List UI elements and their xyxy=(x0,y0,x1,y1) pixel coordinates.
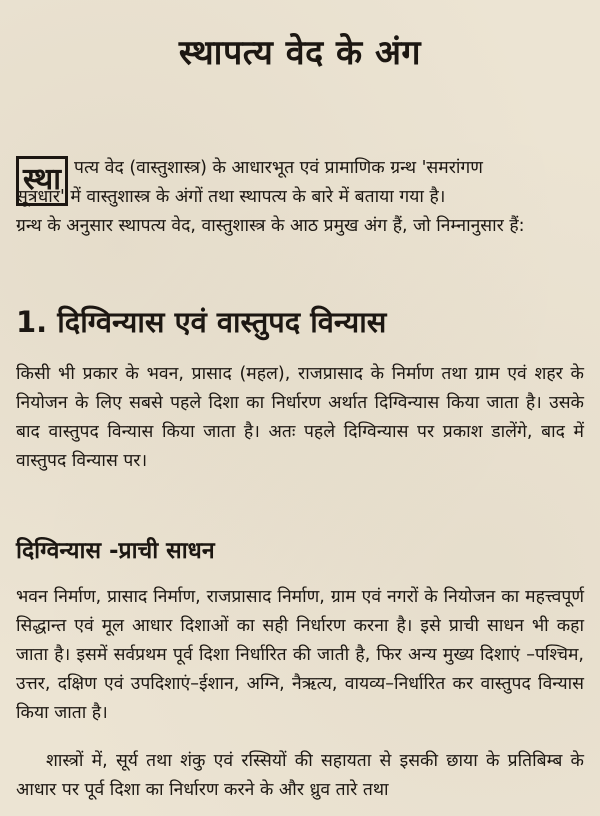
section-1-paragraph: किसी भी प्रकार के भवन, प्रासाद (महल), राजप्रासाद के निर्माण तथा ग्राम एवं शहर के नियोजन के लिए सबसे पहले दिशा का निर्धारण अर्थात दिग्विन्यास किया जाता है। उसके बाद वास्तुपद विन्यास किया जाता है। अतः पहले दिग्विन्यास पर प्रकाश डालेंगे, बाद में वास्तुपद विन्यास पर। xyxy=(16,364,584,471)
page-title: स्थापत्य वेद के अंग xyxy=(178,32,422,73)
intro-line-1: पत्य वेद (वास्तुशास्त्र) के आधारभूत एवं प्रामाणिक ग्रन्थ 'समरांगण xyxy=(74,158,483,178)
intro-line-2: सूत्रधार' में वास्तुशास्त्र के अंगों तथा स्थापत्य के बारे में बताया गया है। xyxy=(16,187,446,207)
section-heading-2: दिग्विन्यास -प्राची साधन xyxy=(16,538,215,564)
drop-cap: स्था xyxy=(16,156,68,206)
intro-paragraph xyxy=(16,154,584,241)
section-heading-1: 1. दिग्विन्यास एवं वास्तुपद विन्यास xyxy=(16,305,387,339)
section-2-paragraph-2: शास्त्रों में, सूर्य तथा शंकु एवं रस्सियों की सहायता से इसकी छाया के प्रतिबिम्ब के आधार पर पूर्व दिशा का निर्धारण करने के और ध्रुव तारे तथा xyxy=(16,751,584,800)
section-2-paragraph: भवन निर्माण, प्रासाद निर्माण, राजप्रासाद निर्माण, ग्राम एवं नगरों के नियोजन का महत्त्वपूर्ण सिद्धान्त एवं मूल आधार दिशाओं का सही निर्धारण करना है। इसे प्राची साधन भी कहा जाता है। इसमें सर्वप्रथम पूर्व दिशा निर्धारित की जाती है, फिर अन्य मुख्य दिशाएं –पश्चिम, उत्तर, दक्षिण एवं उपदिशाएं–ईशान, अग्नि, नैऋत्य, वायव्य–निर्धारित कर वास्तुपद विन्यास किया जाता है। xyxy=(16,587,584,723)
intro-line-3: ग्रन्थ के अनुसार स्थापत्य वेद, वास्तुशास्त्र के आठ प्रमुख अंग हैं, जो निम्नानुसार हैं: xyxy=(16,216,525,236)
